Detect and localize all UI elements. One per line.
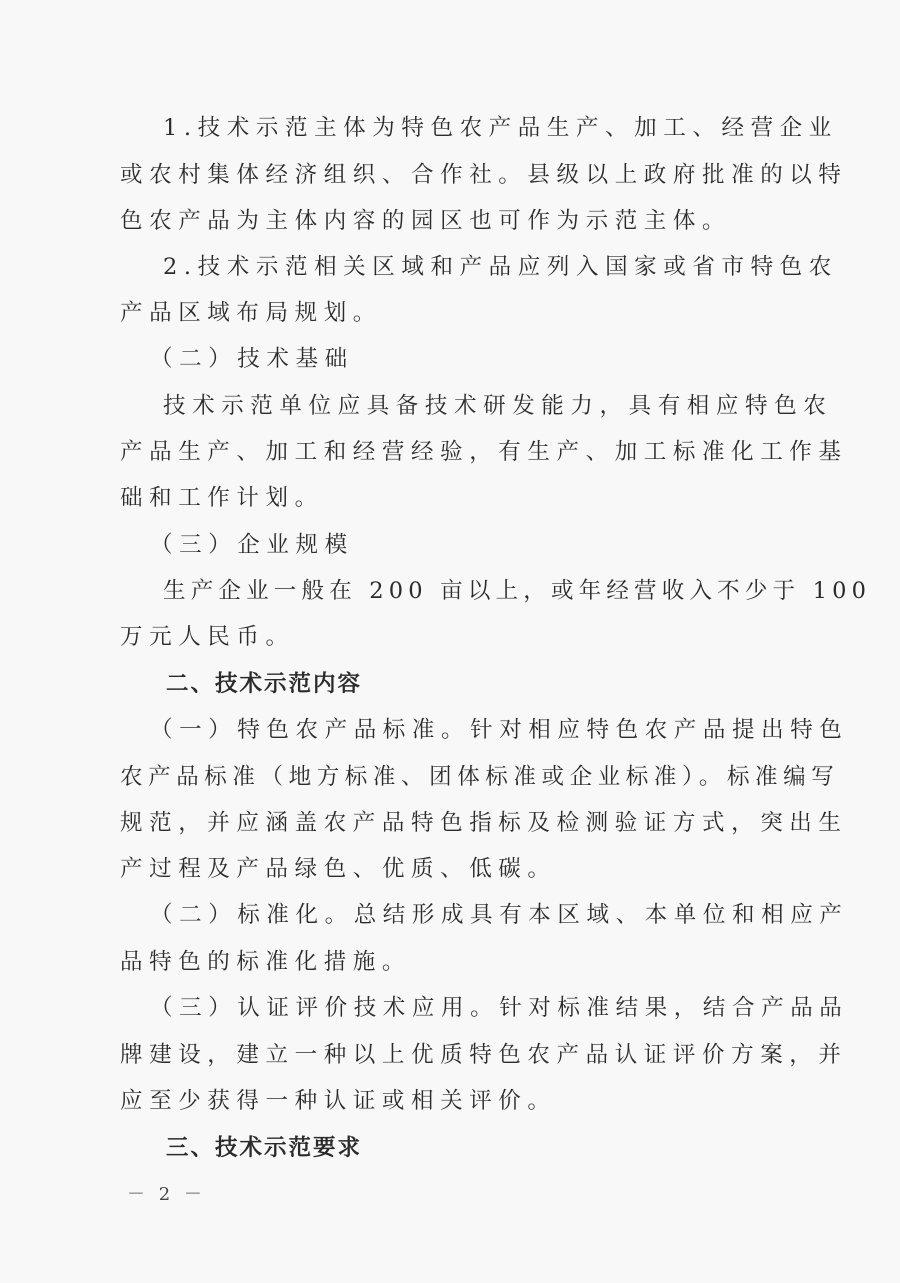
paragraph-line: 生产企业一般在 200 亩以上，或年经营收入不少于 100 <box>163 578 872 604</box>
subheading: （二）技术基础 <box>150 346 354 372</box>
paragraph-line: 1.技术示范主体为特色农产品生产、加工、经营企业 <box>163 115 838 141</box>
section-heading: 二、技术示范内容 <box>166 671 363 697</box>
paragraph-line: 万元人民币。 <box>120 624 295 650</box>
paragraph-line: 牌建设，建立一种以上优质特色农产品认证评价方案，并 <box>120 1042 848 1068</box>
paragraph-line: （二）标准化。总结形成具有本区域、本单位和相应产 <box>150 902 849 928</box>
paragraph-line: 或农村集体经济组织、合作社。县级以上政府批准的以特 <box>120 162 848 188</box>
page-number: － 2 － <box>127 1184 206 1205</box>
paragraph-line: 应至少获得一种认证或相关评价。 <box>120 1088 557 1114</box>
section-heading: 三、技术示范要求 <box>166 1135 363 1161</box>
paragraph-line: 规范，并应涵盖农产品特色指标及检测验证方式，突出生 <box>120 810 848 836</box>
paragraph-line: 技术示范单位应具备技术研发能力，具有相应特色农 <box>163 393 833 419</box>
paragraph-line: 产过程及产品绿色、优质、低碳。 <box>120 856 557 882</box>
paragraph-line: 农产品标准（地方标准、团体标准或企业标准）。标准编写 <box>120 764 840 790</box>
subheading: （三）企业规模 <box>150 532 354 558</box>
paragraph-line: （三）认证评价技术应用。针对标准结果，结合产品品 <box>150 995 849 1021</box>
paragraph-line: 2.技术示范相关区域和产品应列入国家或省市特色农 <box>163 254 838 280</box>
paragraph-line: 础和工作计划。 <box>120 485 324 511</box>
paragraph-line: （一）特色农产品标准。针对相应特色农产品提出特色 <box>150 717 849 743</box>
paragraph-line: 色农产品为主体内容的园区也可作为示范主体。 <box>120 208 732 234</box>
paragraph-line: 产品区域布局规划。 <box>120 300 382 326</box>
paragraph-line: 产品生产、加工和经营经验，有生产、加工标准化工作基 <box>120 439 848 465</box>
paragraph-line: 品特色的标准化措施。 <box>120 949 412 975</box>
